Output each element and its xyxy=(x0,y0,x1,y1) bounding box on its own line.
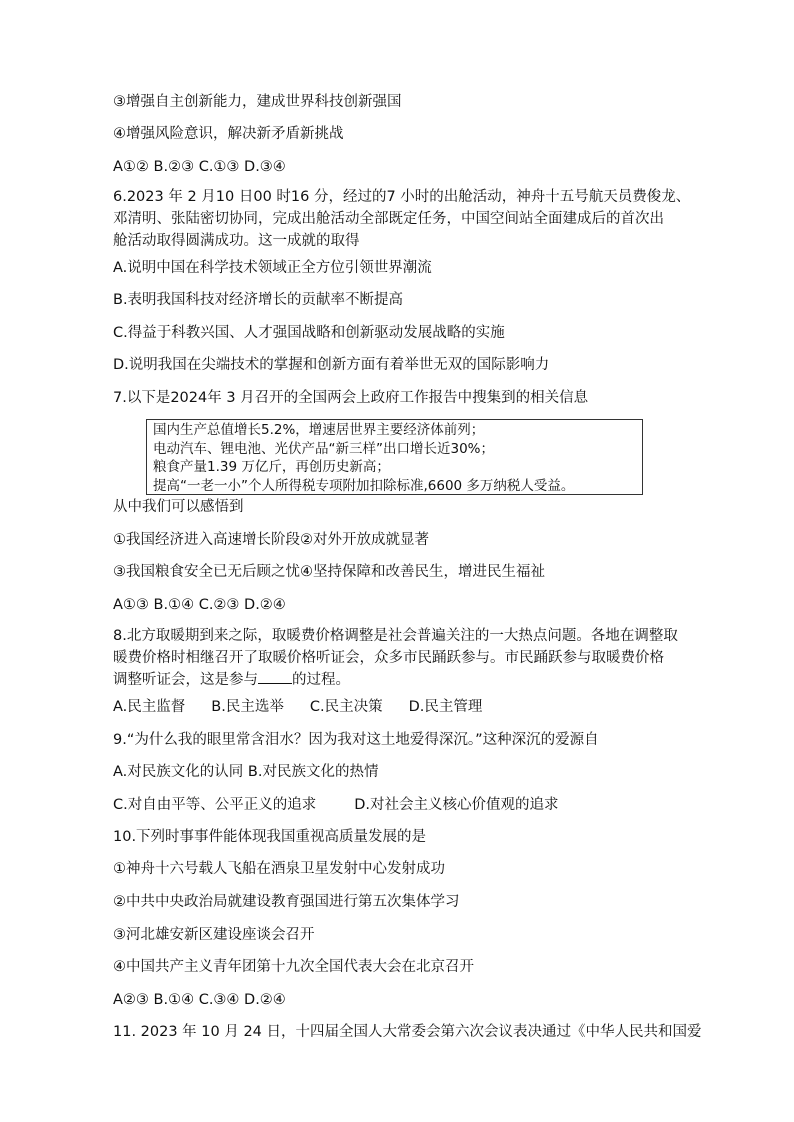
q10-option-1: ①神舟十六号载人飞船在酒泉卫星发射中心发射成功 xyxy=(113,861,445,877)
q5-option-3: ③增强自主创新能力，建成世界科技创新强国 xyxy=(113,94,402,110)
q6-stem-line-3: 舱活动取得圆满成功。这一成就的取得 xyxy=(113,233,360,249)
q6-stem xyxy=(113,186,691,252)
q8-stem-line-2: 暖费价格时相继召开了取暖价格听证会，众多市民踊跃参与。市民踊跃参与取暖费价格 xyxy=(113,650,664,666)
q10-stem: 10.下列时事事件能体现我国重视高质量发展的是 xyxy=(113,829,427,845)
q7-box-line-3: 粮食产量1.39 万亿斤，再创历史新高； xyxy=(153,459,390,475)
q6-stem-line-2: 邓清明、张陆密切协同，完成出舱活动全部既定任务，中国空间站全面建成后的首次出 xyxy=(113,211,664,227)
q9-option-d: D.对社会主义核心价值观的追求 xyxy=(354,797,559,813)
answer-blank xyxy=(258,669,292,684)
q6-option-d: D.说明我国在尖端技术的掌握和创新方面有着举世无双的国际影响力 xyxy=(113,357,550,373)
q9-stem: 9.“为什么我的眼里常含泪水？因为我对这土地爱得深沉。”这种深沉的爱源自 xyxy=(113,732,599,748)
q7-choices: A①③ B.①④ C.②③ D.②④ xyxy=(113,597,286,613)
q5-choices: A①② B.②③ C.①③ D.③④ xyxy=(113,159,286,175)
q7-stem: 7.以下是2024年 3 月召开的全国两会上政府工作报告中搜集到的相关信息 xyxy=(113,390,589,406)
q10-option-2: ②中共中央政治局就建设教育强国进行第五次集体学习 xyxy=(113,894,460,910)
q8-option-b: B.民主选举 xyxy=(211,699,284,715)
q7-info-box xyxy=(146,419,643,495)
q8-stem xyxy=(113,625,688,691)
q8-stem-line-1: 8.北方取暖期到来之际，取暖费价格调整是社会普遍关注的一大热点问题。各地在调整取 xyxy=(113,628,678,644)
q5-option-4: ④增强风险意识，解决新矛盾新挑战 xyxy=(113,126,344,142)
q7-options-1-2: ①我国经济进入高速增长阶段②对外开放成就显著 xyxy=(113,532,429,548)
q10-option-4: ④中国共产主义青年团第十九次全国代表大会在北京召开 xyxy=(113,959,474,975)
q9-options-a-b: A.对民族文化的认同 B.对民族文化的热情 xyxy=(113,764,379,780)
q6-option-c: C.得益于科教兴国、人才强国战略和创新驱动发展战略的实施 xyxy=(113,325,505,341)
q8-option-d: D.民主管理 xyxy=(408,699,483,715)
q9-options-c-d xyxy=(113,795,559,815)
q7-box-line-1: 国内生产总值增长5.2%，增速居世界主要经济体前列； xyxy=(153,422,485,438)
q11-stem: 11. 2023 年 10 月 24 日，十四届全国人大常委会第六次会议表决通过《中华人民共和国爱 xyxy=(113,1024,702,1040)
q8-option-a: A.民主监督 xyxy=(113,699,186,715)
q6-option-a: A.说明中国在科学技术领域正全方位引领世界潮流 xyxy=(113,260,432,276)
q7-box-line-4: 提高“一老一小”个人所得税专项附加扣除标准,6600 多万纳税人受益。 xyxy=(153,477,575,494)
q8-option-c: C.民主决策 xyxy=(309,699,383,715)
q8-stem-line-3-pre: 调整听证会，这是参与 xyxy=(113,672,258,688)
q8-stem-line-3-post: 的过程。 xyxy=(292,672,350,688)
q7-after: 从中我们可以感悟到 xyxy=(113,499,244,515)
q10-choices: A②③ B.①④ C.③④ D.②④ xyxy=(113,992,286,1008)
q8-options xyxy=(113,697,482,717)
q7-box-line-2: 电动汽车、锂电池、光伏产品“新三样”出口增长近30%； xyxy=(153,440,494,457)
q6-option-b: B.表明我国科技对经济增长的贡献率不断提高 xyxy=(113,292,404,308)
q9-option-c: C.对自由平等、公平正义的追求 xyxy=(113,797,317,813)
q10-option-3: ③河北雄安新区建设座谈会召开 xyxy=(113,927,315,943)
q8-stem-line-3 xyxy=(113,669,688,691)
q7-options-3-4: ③我国粮食安全已无后顾之忧④坚持保障和改善民生，增进民生福祉 xyxy=(113,564,545,580)
q6-stem-line-1: 6.2023 年 2 月10 日00 时16 分，经过的7 小时的出舱活动，神舟十五号航天员费俊龙、 xyxy=(113,189,691,205)
